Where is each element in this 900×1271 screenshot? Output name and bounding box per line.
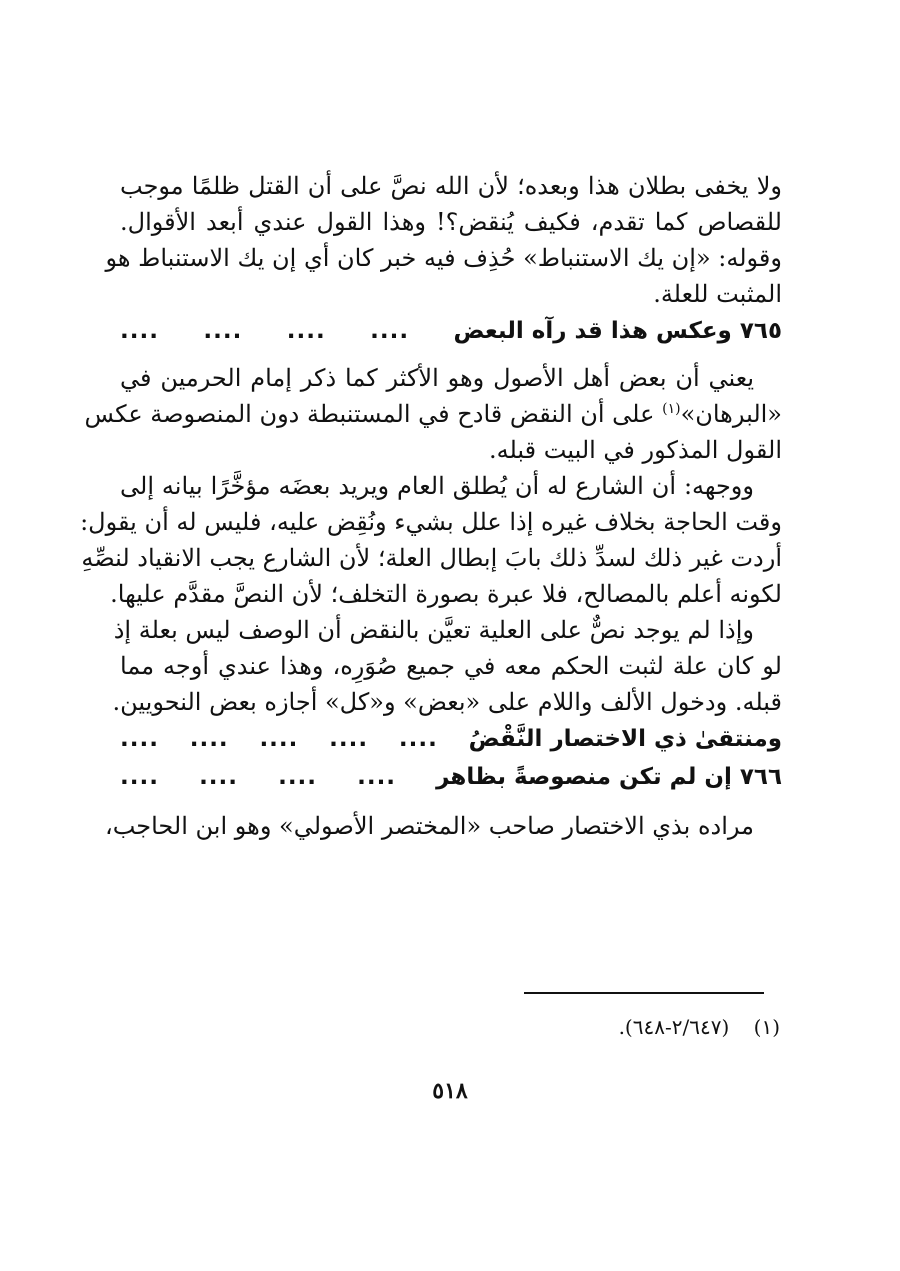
verse-text: وعكس هذا قد رآه البعض bbox=[453, 318, 732, 344]
verse-dots: .... bbox=[370, 318, 410, 344]
verse-dots: .... bbox=[120, 318, 159, 344]
verse-dots: .... bbox=[398, 726, 438, 752]
verse-dots: .... bbox=[120, 726, 159, 752]
paragraph-1-line-3: وقوله: «إن يك الاستنباط» حُذِف فيه خبر كان أي إن يك الاستنباط هو bbox=[105, 244, 782, 272]
paragraph-2-line-3: القول المذكور في البيت قبله. bbox=[488, 436, 782, 464]
verse-number: ٧٦٥ bbox=[739, 318, 782, 344]
paragraph-3-line-2: وقت الحاجة بخلاف غيره إذا علل بشيء ونُقِض عليه، فليس له أن يقول: bbox=[80, 508, 782, 536]
footnote-separator bbox=[524, 992, 764, 994]
paragraph-3-line-1: ووجهه: أن الشارع له أن يُطلق العام ويريد بعضَه مؤخَّرًا بيانه إلى bbox=[120, 472, 754, 500]
verse-dots: .... bbox=[120, 764, 159, 790]
verse-dots: .... bbox=[259, 726, 299, 752]
paragraph-4-line-3: قبله. ودخول الألف واللام على «بعض» و«كل» أجازه بعض النحويين. bbox=[112, 688, 782, 716]
paragraph-3-line-3: أردت غير ذلك لسدِّ ذلك بابَ إبطال العلة؛ لأن الشارع يجب الانقياد لنصِّهِ bbox=[81, 544, 782, 572]
verse-text: ومنتقىٰ ذي الاختصار النَّقْضُ bbox=[468, 726, 782, 752]
verse-765-first-half bbox=[454, 312, 783, 350]
paragraph-1-line-2: للقصاص كما تقدم، فكيف يُنقض؟! وهذا القول عندي أبعد الأقوال. bbox=[120, 208, 782, 236]
paragraph-2-line-2-text: على أن النقض قادح في المستنبطة دون المنصوصة عكس bbox=[84, 400, 655, 428]
paragraph-2-line-2 bbox=[84, 396, 782, 432]
footnote bbox=[500, 1013, 780, 1041]
paragraph-2-line-1: يعني أن بعض أهل الأصول وهو الأكثر كما ذكر إمام الحرمين في bbox=[120, 364, 754, 392]
page-body bbox=[80, 168, 782, 844]
verse-dots: .... bbox=[189, 726, 229, 752]
verse-766 bbox=[120, 758, 782, 796]
footnote-text: (٢/٦٤٧-٦٤٨). bbox=[618, 1015, 730, 1039]
page-number: ٥١٨ bbox=[432, 1078, 468, 1104]
verse-text: إن لم تكن منصوصةً بظاهر bbox=[436, 764, 732, 790]
verse-dots: .... bbox=[203, 318, 243, 344]
paragraph-3-line-4: لكونه أعلم بالمصالح، فلا عبرة بصورة التخلف؛ لأن النصَّ مقدَّم عليها. bbox=[110, 580, 782, 608]
verse-766-first-line bbox=[120, 720, 782, 758]
paragraph-5-line-1: مراده بذي الاختصار صاحب «المختصر الأصولي» وهو ابن الحاجب، bbox=[104, 812, 754, 840]
footnote-marker: (١) bbox=[753, 1015, 780, 1039]
paragraph-1-line-1: ولا يخفى بطلان هذا وبعده؛ لأن الله نصَّ على أن القتل ظلمًا موجب bbox=[120, 172, 782, 200]
paragraph-4-line-2: لو كان علة لثبت الحكم معه في جميع صُوَرِه، وهذا عندي أوجه مما bbox=[120, 652, 782, 680]
burhan-title: «البرهان» bbox=[680, 400, 782, 428]
verse-number: ٧٦٦ bbox=[739, 764, 782, 790]
footnote-reference: (١) bbox=[662, 401, 681, 417]
paragraph-1-line-4: المثبت للعلة. bbox=[653, 280, 782, 308]
verse-dots: .... bbox=[199, 764, 239, 790]
verse-dots: .... bbox=[357, 764, 397, 790]
verse-dots: .... bbox=[329, 726, 369, 752]
verse-dots: .... bbox=[286, 318, 326, 344]
verse-766-first-half bbox=[436, 758, 782, 796]
verse-765 bbox=[120, 312, 782, 350]
verse-dots: .... bbox=[278, 764, 318, 790]
paragraph-4-line-1: وإذا لم يوجد نصٌّ على العلية تعيَّن بالنقض أن الوصف ليس بعلة إذ bbox=[113, 616, 754, 644]
